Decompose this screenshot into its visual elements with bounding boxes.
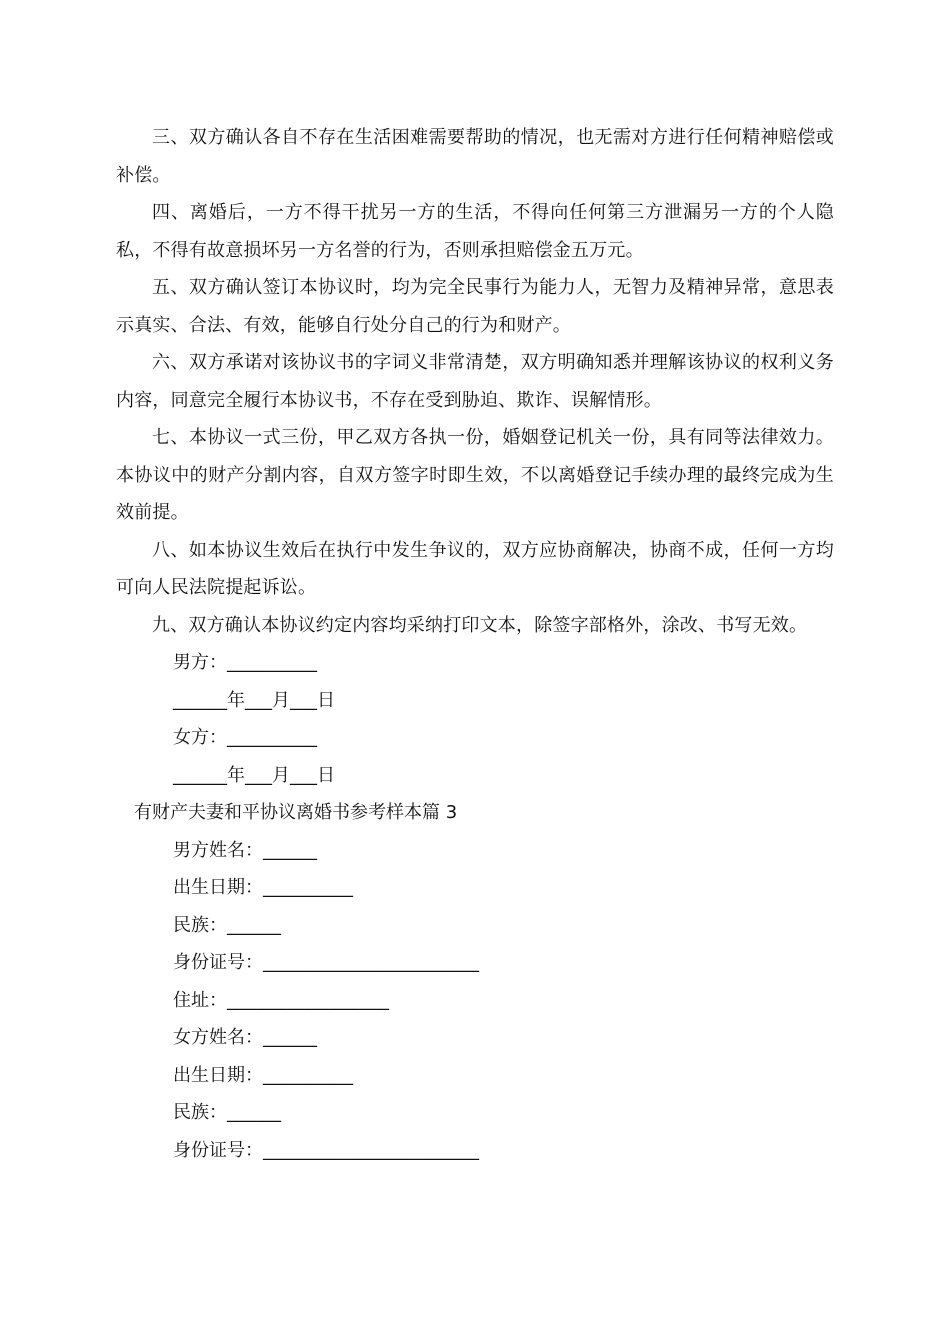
female-name-field: 女方姓名：______ [173, 1027, 317, 1048]
male-signature-date: ______年___月___日 [173, 689, 335, 711]
clause-8: 八、如本协议生效后在执行中发生争议的，双方应协商解决，协商不成，任何一方均可向人民法院提起诉讼。 [116, 539, 834, 598]
female-id-number-field: 身份证号：________________________ [173, 1139, 479, 1161]
clause-7: 七、本协议一式三份，甲乙双方各执一份，婚姻登记机关一份，具有同等法律效力。本协议中的财产分割内容，自双方签字时即生效，不以离婚登记手续办理的最终完成为生效前提。 [116, 427, 834, 523]
male-signature-line: 男方：__________ [173, 652, 317, 673]
male-address-field: 住址：__________________ [173, 989, 389, 1011]
male-ethnicity-field: 民族：______ [173, 914, 281, 936]
clause-9: 九、双方确认本协议约定内容均采纳打印文本，除签字部格外，涂改、书写无效。 [152, 614, 808, 636]
female-ethnicity-field: 民族：______ [173, 1102, 281, 1123]
document-body [116, 119, 834, 1169]
clause-3: 三、双方确认各自不存在生活困难需要帮助的情况，也无需对方进行任何精神赔偿或补偿。 [116, 127, 834, 186]
clause-6: 六、双方承诺对该协议书的字词义非常清楚，双方明确知悉并理解该协议的权利义务内容，同意完全履行本协议书，不存在受到胁迫、欺诈、误解情形。 [116, 352, 834, 411]
clause-4: 四、离婚后，一方不得干扰另一方的生活，不得向任何第三方泄漏另一方的个人隐私，不得有故意损坏另一方名誉的行为，否则承担赔偿金五万元。 [116, 202, 834, 261]
section-title: 有财产夫妻和平协议离婚书参考样本篇 3 [134, 802, 458, 823]
clause-5: 五、双方确认签订本协议时，均为完全民事行为能力人，无智力及精神异常，意思表示真实、合法、有效，能够自行处分自己的行为和财产。 [116, 277, 834, 336]
male-id-number-field: 身份证号：________________________ [173, 952, 479, 973]
male-name-field: 男方姓名：______ [173, 839, 317, 861]
male-birth-date-field: 出生日期：__________ [173, 877, 353, 898]
female-signature-date: ______年___月___日 [173, 764, 335, 786]
female-birth-date-field: 出生日期：__________ [173, 1064, 353, 1086]
female-signature-line: 女方：__________ [173, 727, 317, 748]
